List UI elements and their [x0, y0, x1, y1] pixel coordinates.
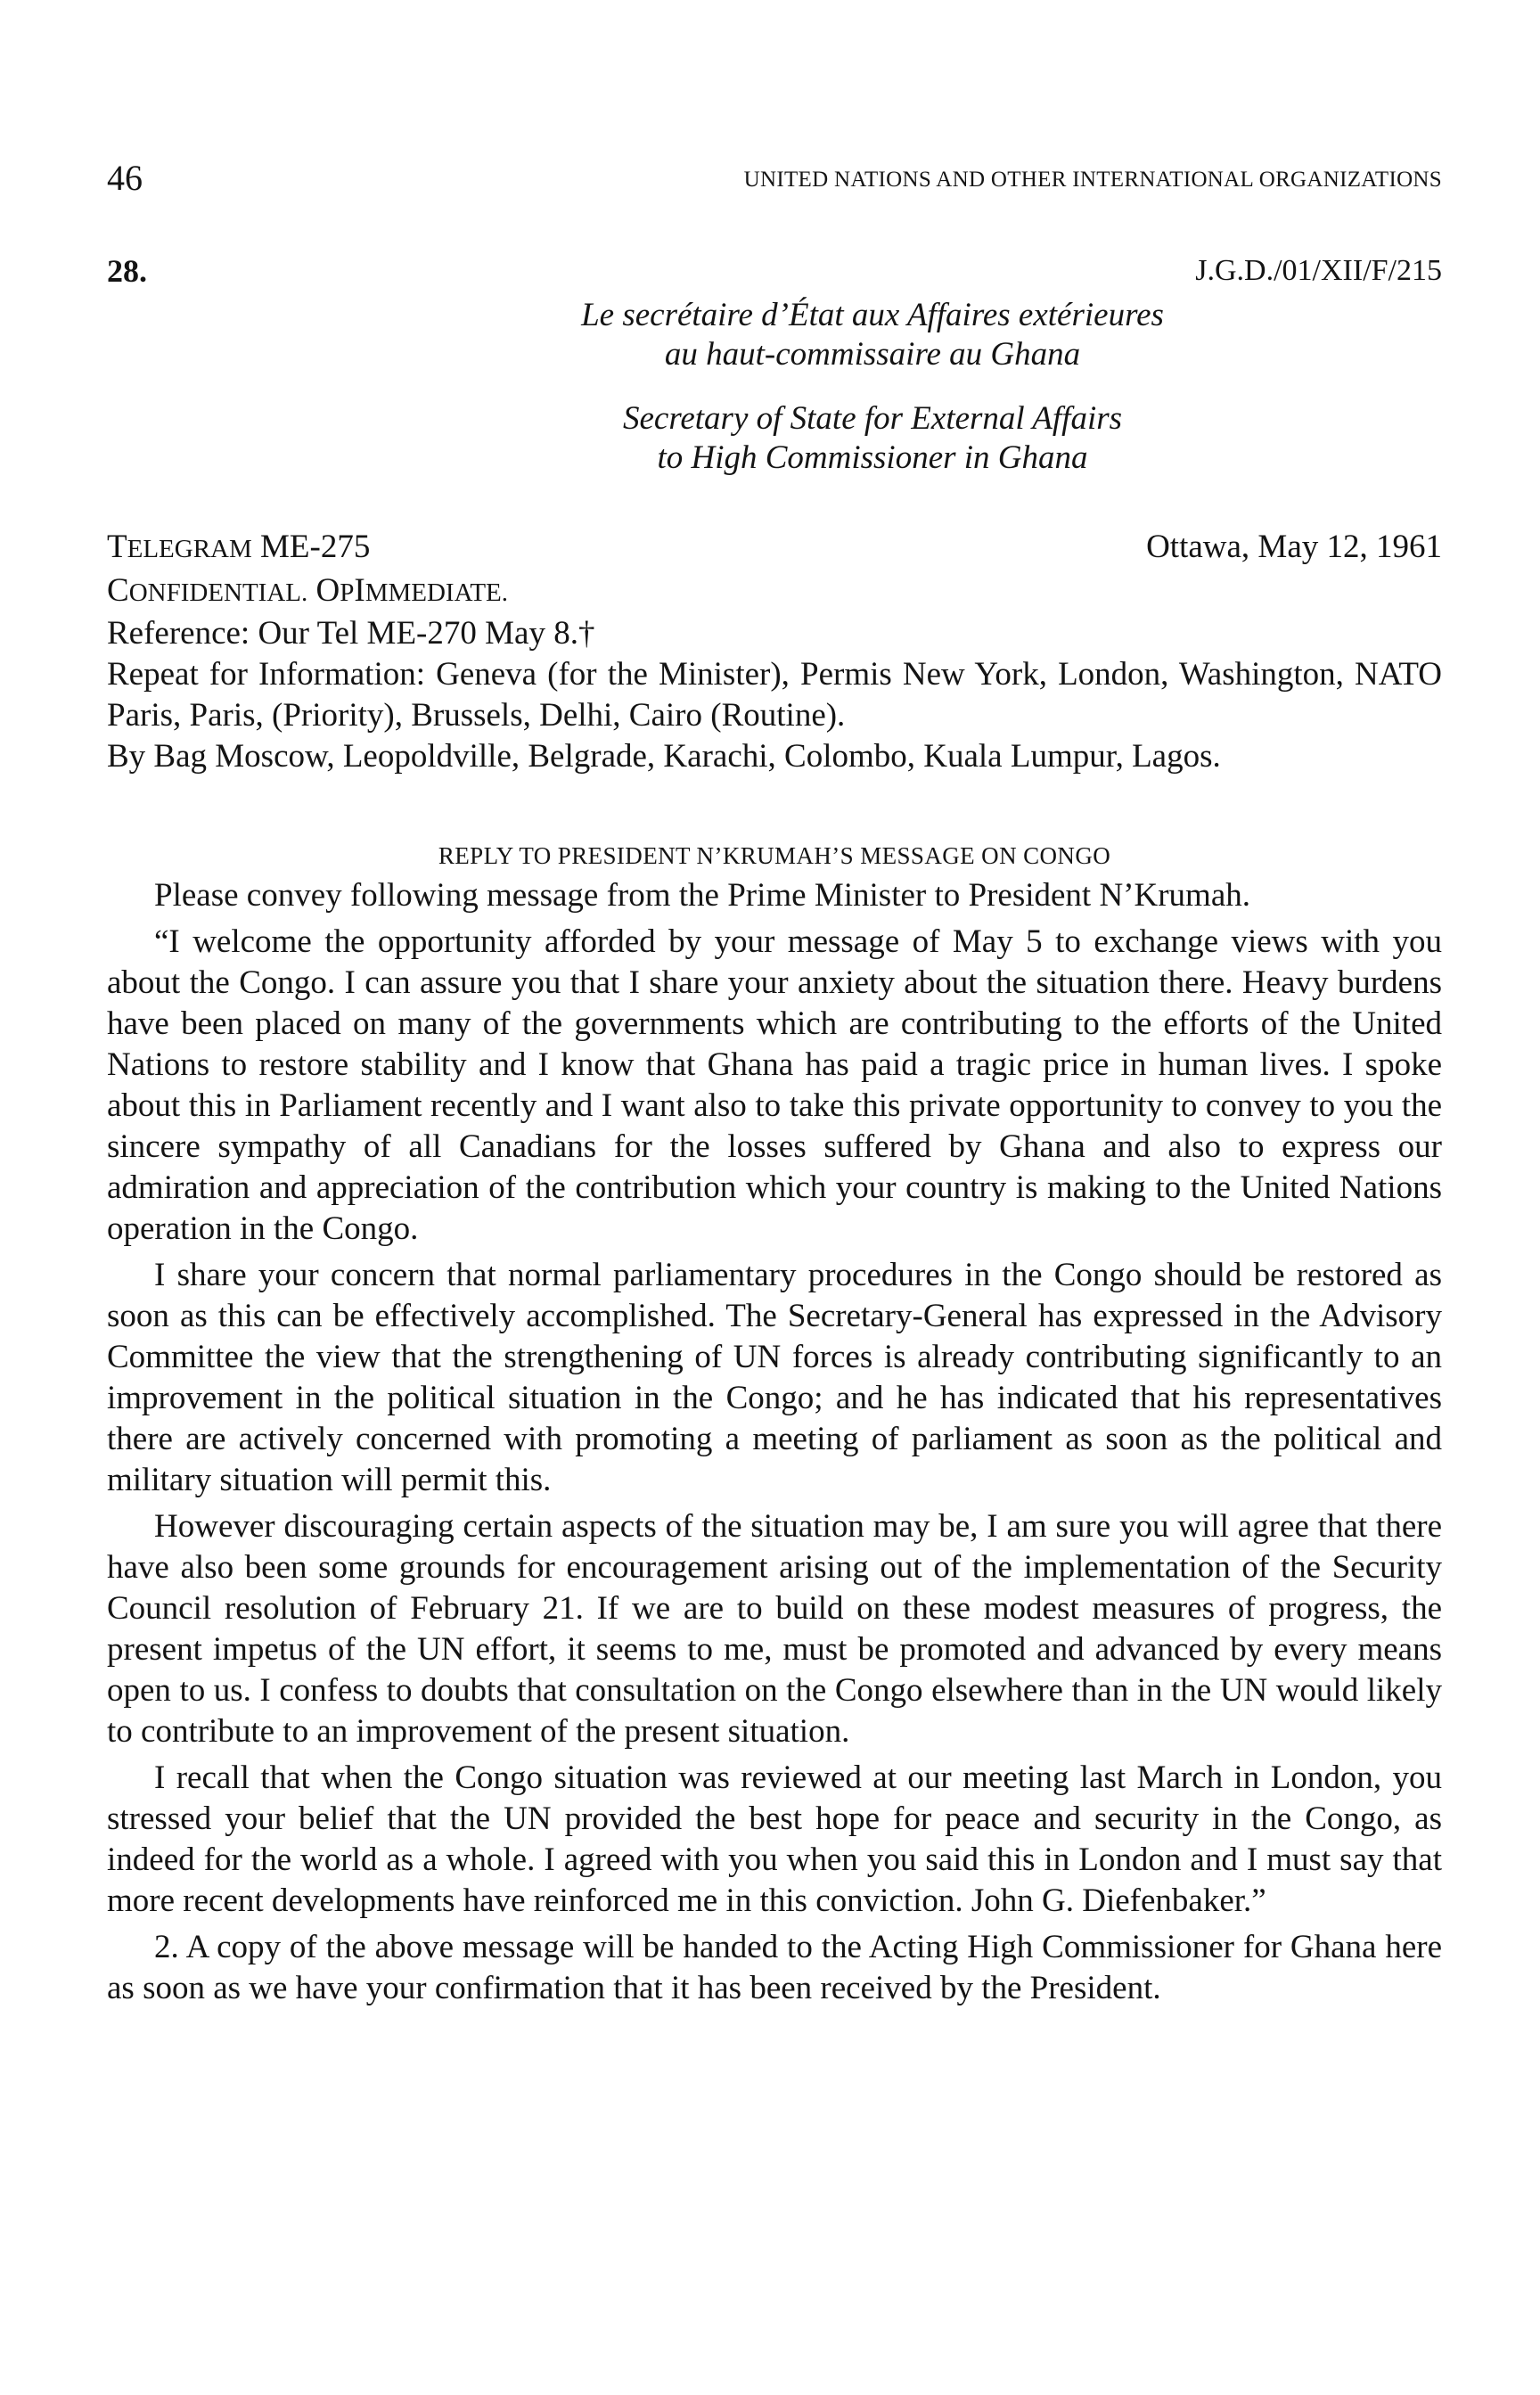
paragraph: I recall that when the Congo situation was reviewed at our meeting last March in London, you stressed your belief that the UN provided the best hope for peace and security in the Congo, as indeed for the world as a whole. I agreed with you when you said this in London and I must say that more recent developments have reinforced me in this conviction. John G. Diefenbaker.” [107, 1759, 1442, 1919]
paragraph: I share your concern that normal parliamentary procedures in the Congo should be restored as soon as this can be effectively accomplished. The Secretary-General has expressed in the Advisory Committee the view that the strengthening of UN forces is already contributing significantly to an improvement in the political situation in the Congo; and he has indicated that his representatives there are actively concerned with promoting a meeting of parliament as soon as the political and military situation will permit this. [107, 1257, 1442, 1498]
document-page [107, 0, 1442, 2395]
paragraph: Please convey following message from the Prime Minister to President N’Krumah. [154, 877, 1250, 914]
running-head [107, 157, 1442, 200]
file-reference: J.G.D./01/XII/F/215 [1195, 254, 1442, 287]
title-french [374, 296, 1371, 374]
reference-line: Reference: Our Tel ME-270 May 8.† [107, 615, 595, 652]
paragraph: 2. A copy of the above message will be handed to the Acting High Commissioner for Ghana here as soon as we have your confirmation that it has been received by the President. [107, 1929, 1442, 2006]
document-number: 28. [107, 253, 147, 289]
document-titles [107, 296, 1442, 478]
paragraph: “I welcome the opportunity afforded by your message of May 5 to exchange views with you about the Congo. I can assure you that I share your anxiety about the situation there. Heavy burdens have been placed on many of the governments which are contributing to the efforts of the United Nations to restore stability and I know that Ghana has paid a tragic price in human lives. I spoke about this in Parliament recently and I want also to take this private opportunity to convey to you the sincere sympathy of all Canadians for the losses suffered by Ghana and also to express our admiration and appreciation of the contribution which your country is making to the United Nations operation in the Congo. [107, 923, 1442, 1247]
title-english [374, 399, 1371, 478]
page-number: 46 [107, 158, 143, 198]
telegram-label: TELEGRAM ME-275 [107, 529, 371, 565]
classification: CONFIDENTIAL. OPIMMEDIATE. [107, 572, 508, 609]
paragraph: However discouraging certain aspects of the situation may be, I am sure you will agree that there have also been some grounds for encouragement arising out of the implementation of the Security Council resolution of February 21. If we are to build on these modest measures of progress, the present impetus of the UN effort, it seems to me, must be promoted and advanced by every means open to us. I confess to doubts that consultation on the Congo elsewhere than in the UN would likely to contribute to an improvement of the present situation. [107, 1508, 1442, 1750]
place-date: Ottawa, May 12, 1961 [1146, 529, 1442, 565]
by-bag-line: By Bag Moscow, Leopoldville, Belgrade, Karachi, Colombo, Kuala Lumpur, Lagos. [107, 738, 1221, 775]
telegram-number: ME-275 [260, 529, 371, 565]
section-heading: REPLY TO PRESIDENT N’KRUMAH’S MESSAGE ON CONGO [438, 842, 1111, 869]
repeat-for-information: Repeat for Information: Geneva (for the Minister), Permis New York, London, Washington, NATO Paris, Paris, (Priority), Brussels, Delhi, Cairo (Routine). [107, 656, 1442, 734]
message-body [107, 875, 1442, 2014]
document-header [107, 251, 1442, 296]
running-title: UNITED NATIONS AND OTHER INTERNATIONAL ORGANIZATIONS [743, 168, 1442, 192]
telegram-meta [107, 570, 1442, 777]
title-english-line-1: Secretary of State for External Affairs [622, 400, 1123, 437]
title-french-line-1: Le secrétaire d’État aux Affaires extérieures [581, 297, 1164, 333]
title-french-line-2: au haut-commissaire au Ghana [664, 336, 1081, 373]
title-english-line-2: to High Commissioner in Ghana [657, 439, 1088, 476]
telegram-row [107, 526, 1442, 569]
